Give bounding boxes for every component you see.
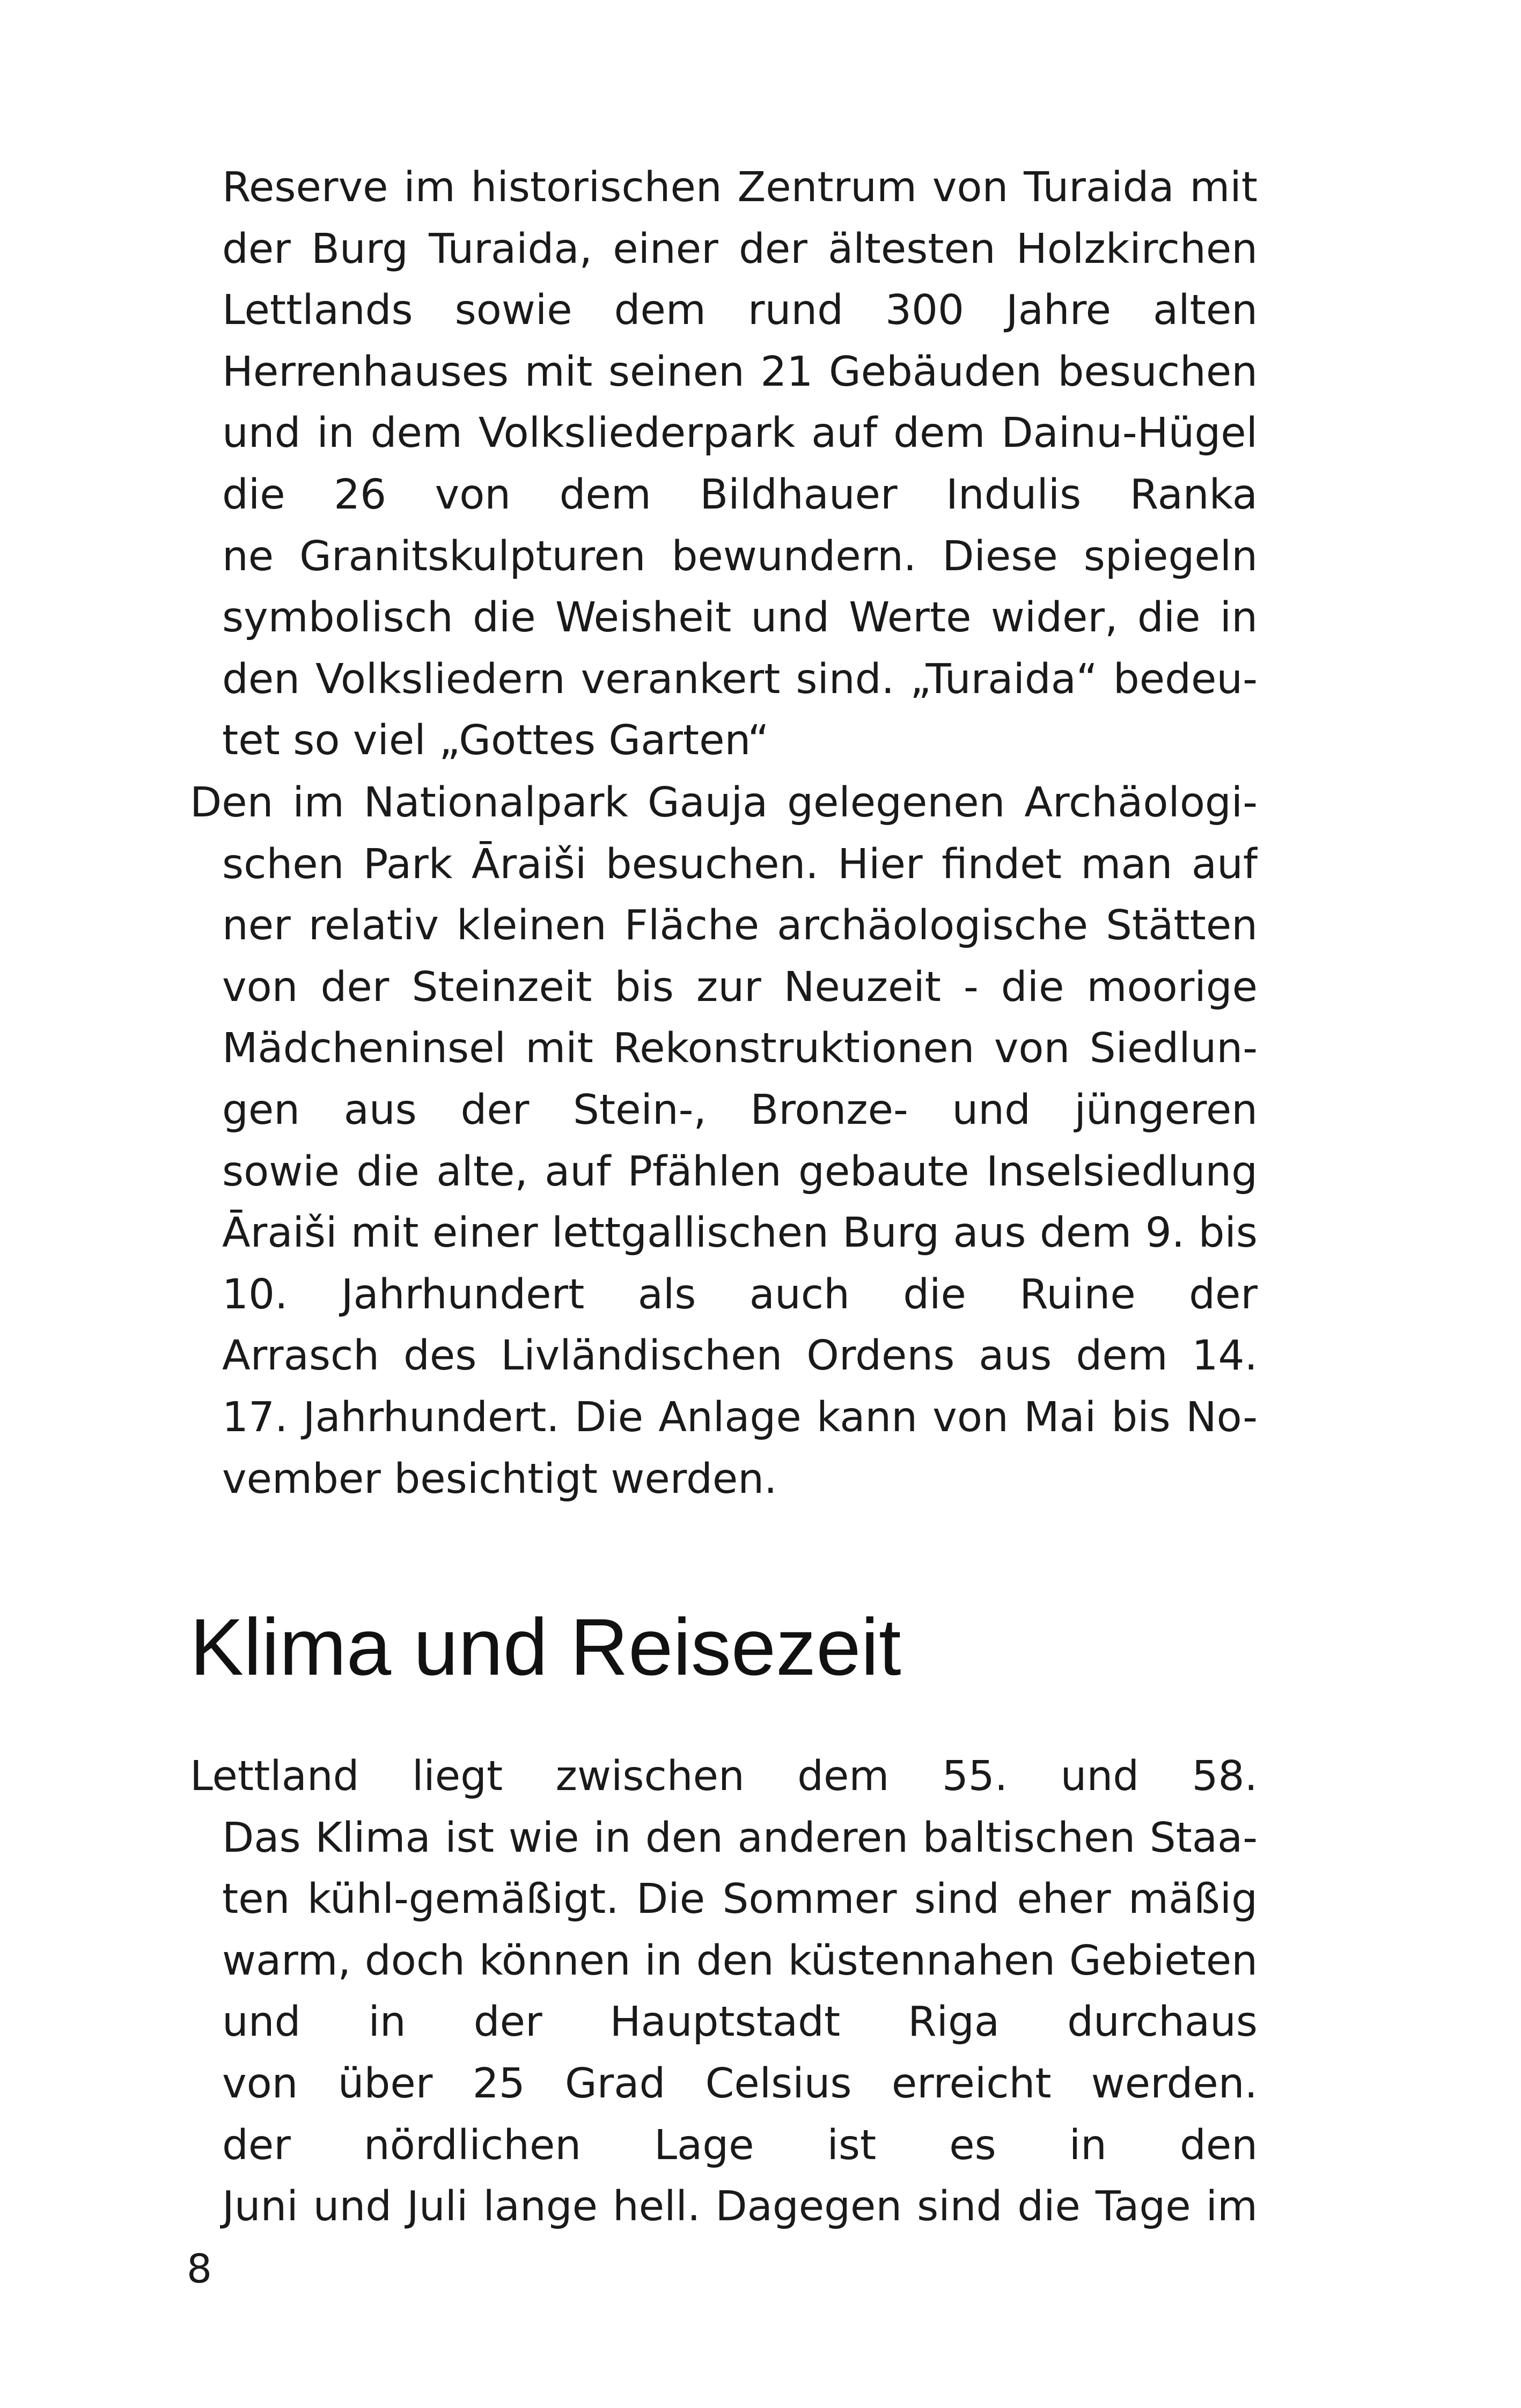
page-number: 8	[187, 2246, 212, 2292]
text-line: Reserve im historischen Zentrum von Turaida mit	[222, 164, 1258, 211]
text-line: warm, doch können in den küstennahen Gebieten	[222, 1936, 1258, 1985]
text-line: Herrenhauses mit seinen 21 Gebäuden besuchen	[222, 348, 1258, 396]
text-line: Den im Nationalpark Gauja gelegenen Archäologi-	[190, 779, 1258, 827]
text-line: Juni und Juli lange hell. Dagegen sind die Tage im	[222, 2183, 1258, 2231]
section-heading: Klima und Reisezeit	[190, 1602, 901, 1692]
text-line: Lettlands sowie dem rund 300 Jahre alten	[222, 286, 1258, 335]
text-line: Lettland liegt zwischen dem 55. und 58.	[190, 1752, 1258, 1800]
text-line: gen aus der Stein-, Bronze- und jüngeren	[222, 1086, 1258, 1134]
text-line: den Volksliedern verankert sind. „Turaida“ bedeu-	[222, 655, 1258, 703]
text-line: Mädcheninsel mit Rekonstruktionen von Siedlun-	[222, 1025, 1258, 1073]
paragraph-turaida-continued	[190, 157, 1258, 772]
text-line: ner relativ kleinen Fläche archäologische Stätten	[222, 902, 1258, 950]
text-line: und in der Hauptstadt Riga durchaus	[222, 1998, 1258, 2046]
text-line: 10. Jahrhundert als auch die Ruine der	[222, 1270, 1258, 1319]
paragraph-klima	[190, 1746, 1258, 2238]
text-line: ne Granitskulpturen bewundern. Diese spiegeln	[222, 532, 1258, 580]
text-line: tet so viel „Gottes Garten“	[222, 717, 769, 765]
text-line: symbolisch die Weisheit und Werte wider, die in	[222, 594, 1258, 642]
text-line: 17. Jahrhundert. Die Anlage kann von Mai bis No-	[222, 1393, 1258, 1441]
text-line: schen Park Āraiši besuchen. Hier findet man auf	[222, 840, 1258, 888]
text-line: vember besichtigt werden.	[222, 1455, 777, 1503]
text-line: von über 25 Grad Celsius erreicht werden.	[222, 2059, 1258, 2108]
text-line: der nördlichen Lage ist es in den	[222, 2121, 1258, 2169]
text-line: Das Klima ist wie in den anderen baltischen Staa-	[222, 1814, 1258, 1862]
text-line: sowie die alte, auf Pfählen gebaute Inselsiedlung	[222, 1147, 1258, 1196]
text-line: die 26 von dem Bildhauer Indulis Ranka	[222, 470, 1258, 519]
text-line: der Burg Turaida, einer der ältesten Holzkirchen	[222, 225, 1258, 273]
text-line: von der Steinzeit bis zur Neuzeit - die moorige	[222, 963, 1258, 1011]
text-line: Āraiši mit einer lettgallischen Burg aus dem 9. bis	[222, 1209, 1258, 1257]
text-line: Arrasch des Livländischen Ordens aus dem 14.	[222, 1332, 1258, 1380]
text-line: und in dem Volksliederpark auf dem Dainu-Hügel	[222, 409, 1258, 458]
text-line: ten kühl-gemäßigt. Die Sommer sind eher mäßig	[222, 1875, 1258, 1924]
paragraph-araisi	[190, 772, 1258, 1510]
